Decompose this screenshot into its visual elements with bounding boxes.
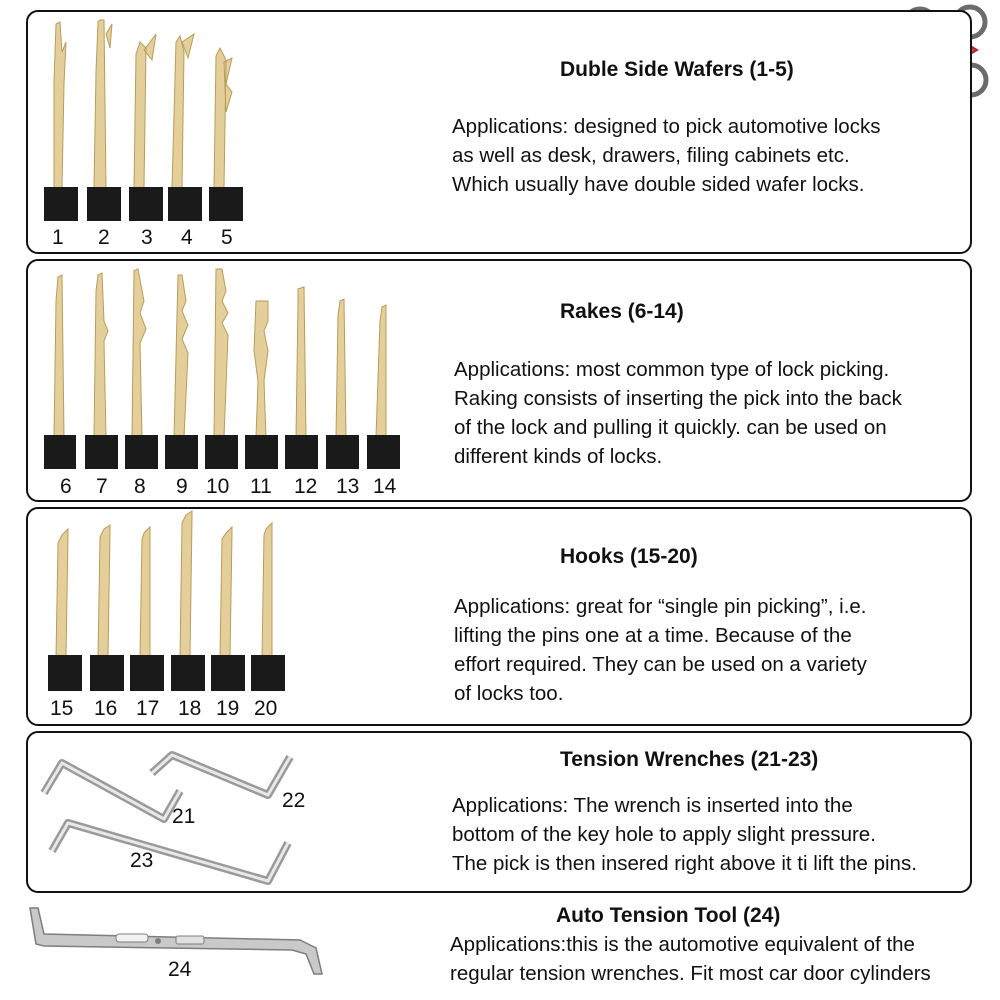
section-description: Applications:this is the automotive equivalent of the regular tension wrenches. Fit most car door cylinders [450,933,931,985]
item-number: 7 [96,475,108,498]
item-number: 3 [141,226,153,249]
item-number: 18 [178,697,202,720]
section-title: Duble Side Wafers (1-5) [560,58,794,81]
item-number: 2 [98,226,110,249]
section-title: Tension Wrenches (21-23) [560,748,819,771]
item-number: 20 [254,697,278,720]
item-number: 6 [60,475,72,498]
item-number: 10 [206,475,230,498]
item-number: 1 [52,226,64,249]
auto-tension-tool-illustration [0,896,360,996]
section-rakes [26,259,972,502]
item-number: 14 [373,475,397,498]
item-number: 19 [216,697,240,720]
section-title: Rakes (6-14) [560,300,684,323]
item-number: 4 [181,226,193,249]
section-description: Applications: designed to pick automotive locks as well as desk, drawers, filing cabinets etc. Which usually have double sided wafer locks. [452,115,881,196]
item-number: 5 [221,226,233,249]
section-title: Auto Tension Tool (24) [556,904,781,927]
section-title: Hooks (15-20) [560,545,698,568]
item-number: 16 [94,697,118,720]
section-tension-wrenches [26,731,972,893]
section-wafers [26,10,972,254]
item-number: 9 [176,475,188,498]
section-hooks [26,507,972,726]
section-description: Applications: most common type of lock picking. Raking consists of inserting the pick into the back of the lock and pulling it quickly. can be used on different kinds of locks. [454,358,902,468]
item-number: 23 [130,849,154,872]
item-number: 8 [134,475,146,498]
item-number: 17 [136,697,160,720]
item-number: 24 [168,958,192,981]
item-number: 22 [282,789,306,812]
item-number: 11 [250,475,272,498]
item-number: 12 [294,475,318,498]
item-number: 21 [172,805,196,828]
item-number: 15 [50,697,74,720]
section-auto-tension-tool [0,896,1000,1000]
section-description: Applications: The wrench is inserted into the bottom of the key hole to apply slight pressure. The pick is then insered right above it ti lift the pins. [452,794,917,875]
section-description: Applications: great for “single pin picking”, i.e. lifting the pins one at a time. Because of the effort required. They can be used on a variety of locks too. [454,595,867,705]
item-number: 13 [336,475,360,498]
